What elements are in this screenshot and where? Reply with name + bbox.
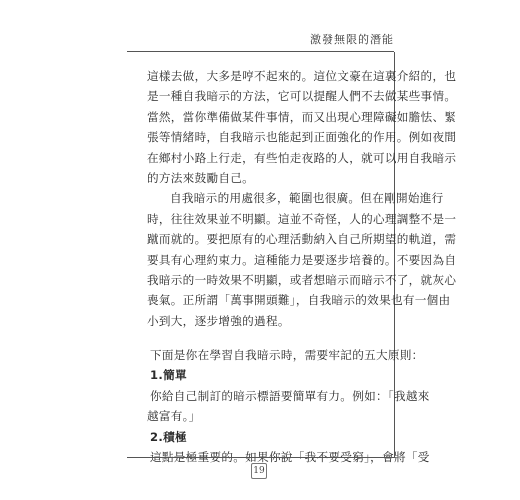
principle-heading: 1.簡單 xyxy=(150,368,187,383)
header-rule xyxy=(127,51,394,52)
text-line: 這樣去做，大多是哼不起來的。這位文豪在這裏介紹的，也 xyxy=(147,69,457,83)
text-line: 是一種自我暗示的方法，它可以提醒人們不去做某些事情。 xyxy=(147,89,457,104)
text-line: 自我暗示的用處很多，範圍也很廣。但在剛開始進行 xyxy=(170,191,444,206)
text-line: 我暗示的一時效果不明顯，或者想暗示而暗示不了，就灰心 xyxy=(147,272,457,287)
running-header-title: 激發無限的潛能 xyxy=(310,33,394,46)
text-line: 在鄉村小路上行走，有些怕走夜路的人，就可以用自我暗示 xyxy=(147,150,457,165)
page-number: 19 xyxy=(251,463,267,479)
text-line: 這點是極重要的。如果你說「我不要受窮」，會將「受 xyxy=(150,450,430,465)
text-line: 喪氣。正所謂「萬事開頭難」，自我暗示的效果也有一個由 xyxy=(147,293,451,308)
paragraph xyxy=(147,188,457,331)
footer-rule xyxy=(127,457,395,458)
principles-intro: 下面是你在學習自我暗示時，需要牢記的五大原則： xyxy=(150,348,424,363)
body-text xyxy=(147,66,457,467)
paragraph-gap xyxy=(147,331,372,345)
text-line: 的方法來鼓勵自己。 xyxy=(147,170,255,185)
text-line: 當然，當你準備做某件事情，而又出現心理障礙如膽怯、緊 xyxy=(147,109,457,124)
text-line: 小到大，逐步增強的過程。 xyxy=(147,313,290,328)
principle-heading: 2.積極 xyxy=(150,429,187,444)
text-line: 要具有心理約束力。這種能力是要逐步培養的。不要因為自 xyxy=(147,252,457,267)
text-line: 時，往往效果並不明顯。這並不奇怪，人的心理調整不是一 xyxy=(147,211,457,226)
text-line: 蹴而就的。要把原有的心理活動納入自己所期望的軌道，需 xyxy=(147,232,457,247)
text-line: 張等情緒時，自我暗示也能起到正面強化的作用。例如夜間 xyxy=(147,130,457,145)
text-line: 你給自己制訂的暗示標語要簡單有力。例如：「我越來 xyxy=(150,388,430,403)
paragraph xyxy=(147,66,457,188)
text-line: 越富有。」 xyxy=(147,409,201,424)
